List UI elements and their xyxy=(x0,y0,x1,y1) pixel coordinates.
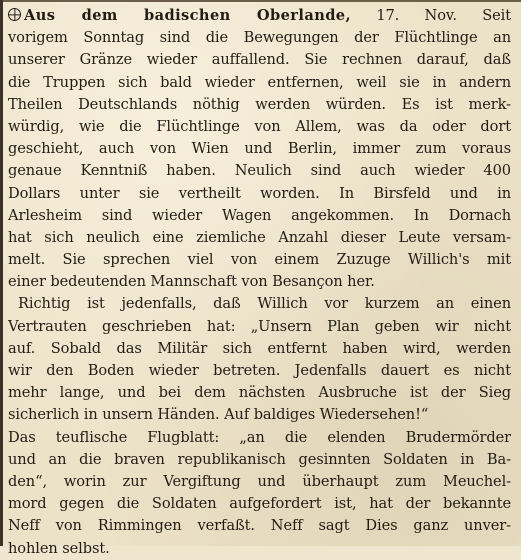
page-left-edge xyxy=(0,0,3,546)
text-line: die Truppen sich bald wieder entfernen, weil sie in andern xyxy=(8,73,511,91)
article-paragraph-2 xyxy=(8,293,511,426)
text-line: sicherlich in unsern Händen. Auf baldiges Wiedersehen!“ xyxy=(8,406,429,424)
article-heading-line xyxy=(8,5,511,27)
article-date: 17. Nov. xyxy=(376,7,457,24)
text-line: Vertrauten geschrieben hat: „Unsern Plan geben wir nicht xyxy=(8,317,511,335)
text-line: Richtig ist jedenfalls, daß Willich vor kurzem an einen xyxy=(18,295,511,313)
text-line: geschieht, auch von Wien und Berlin, immer zum voraus xyxy=(8,140,511,158)
text-line: Arlesheim sind wieder Wagen angekommen. In Dornach xyxy=(8,206,511,224)
text-line: Das teuflische Flugblatt: „an die elenden Brudermörder xyxy=(8,428,511,446)
text-line: hat sich neulich eine ziemliche Anzahl dieser Leute versam- xyxy=(8,228,511,246)
text-line: und an die braven republikanisch gesinnten Soldaten in Ba- xyxy=(8,450,511,468)
text-line: unserer Gränze wieder auffallend. Sie rechnen darauf, daß xyxy=(8,51,511,69)
article-paragraph-1 xyxy=(8,5,511,293)
text-line: Theilen Deutschlands nöthig werden würden. Es ist merk- xyxy=(8,95,511,113)
page-top-edge xyxy=(0,0,521,2)
text-line: wir den Boden wieder betreten. Jedenfalls dauert es nicht xyxy=(8,362,511,379)
text-line: würdig, wie die Flüchtlinge von Allem, was da oder dort xyxy=(8,117,511,135)
text-line: Dollars unter sie vertheilt worden. In Birsfeld und in xyxy=(8,184,511,202)
article-paragraph-3 xyxy=(8,427,511,560)
text-line: melt. Sie sprechen viel von einem Zuzuge Willich's mit xyxy=(8,251,511,269)
article-dateline: Aus dem badischen Oberlande, xyxy=(24,7,351,24)
text-line: mehr lange, und bei dem nächsten Ausbruche ist der Sieg xyxy=(8,384,511,402)
text-line: vorigem Sonntag sind die Bewegungen der Flüchtlinge an xyxy=(8,29,511,47)
text-line: den“, worin zur Vergiftung und überhaupt zum Meuchel- xyxy=(8,472,511,490)
text-line: Neff von Rimmingen verfaßt. Neff sagt Dies ganz unver- xyxy=(8,517,511,535)
cross-in-circle-icon xyxy=(8,8,21,21)
text-line: mord gegen die Soldaten aufgefordert ist, hat der bekannte xyxy=(8,495,511,513)
news-article xyxy=(8,5,511,560)
text-line: hohlen selbst. xyxy=(8,539,110,557)
text-line: auf. Sobald das Militär sich entfernt haben wird, werden xyxy=(8,339,511,357)
text-line: genaue Kenntniß haben. Neulich sind auch wieder 400 xyxy=(8,162,511,180)
text-line: Seit xyxy=(482,7,511,24)
text-line: einer bedeutenden Mannschaft von Besançon her. xyxy=(8,273,375,291)
